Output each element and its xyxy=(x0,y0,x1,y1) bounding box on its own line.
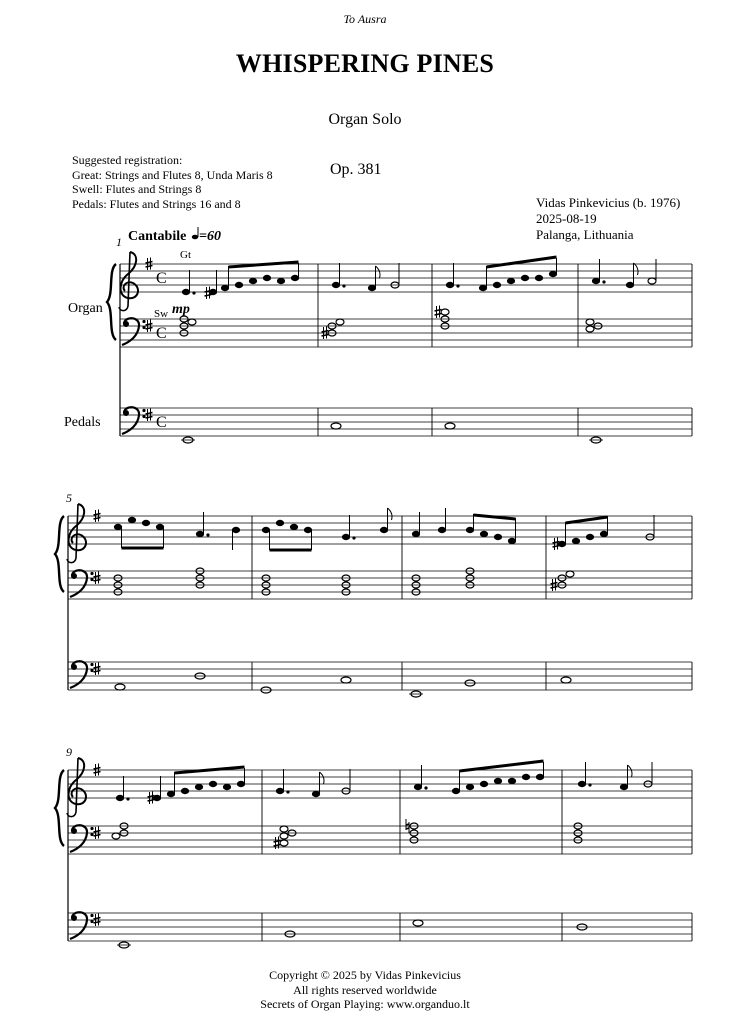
measure-number: 1 xyxy=(116,235,122,249)
registration-pedals: Pedals: Flutes and Strings 16 and 8 xyxy=(72,196,241,211)
pedal-staff xyxy=(120,408,692,436)
composition-place: Palanga, Lithuania xyxy=(536,227,634,242)
pedal-notes xyxy=(181,423,603,443)
website-line: Secrets of Organ Playing: www.organduo.lt xyxy=(260,997,470,1011)
bass-clef-icon xyxy=(70,661,94,688)
dedication: To Ausra xyxy=(343,12,387,26)
bass-clef-icon xyxy=(70,912,94,939)
bass-clef-icon xyxy=(122,407,146,434)
registration-heading: Suggested registration: xyxy=(72,153,183,167)
opus-number: Op. 381 xyxy=(330,161,382,178)
system-1 xyxy=(64,227,692,443)
manual-great-label: Gt xyxy=(180,249,191,261)
bass-clef-icon xyxy=(70,825,94,852)
registration-swell: Swell: Flutes and Strings 8 xyxy=(72,182,202,196)
time-signature: C xyxy=(156,270,167,287)
piece-title: WHISPERING PINES xyxy=(235,49,495,78)
time-signature: C xyxy=(156,414,167,431)
copyright-line: Copyright © 2025 by Vidas Pinkevicius xyxy=(269,968,461,982)
dynamic-marking: mp xyxy=(172,302,190,317)
registration-great: Great: Strings and Flutes 8, Unda Maris 8 xyxy=(72,167,273,182)
system-3 xyxy=(55,745,692,948)
tempo-marking: Cantabile xyxy=(128,229,187,244)
bass-clef-icon xyxy=(70,570,94,597)
manual-swell-label: Sw xyxy=(154,308,169,320)
rights-line: All rights reserved worldwide xyxy=(293,982,437,997)
bass-staff xyxy=(120,319,692,347)
tempo-value: =60 xyxy=(199,229,221,244)
treble-clef-icon xyxy=(67,504,86,563)
copyright-footer xyxy=(0,968,730,1012)
swell-chords xyxy=(180,309,602,336)
instrument-organ: Organ xyxy=(68,301,103,316)
melody-notes xyxy=(182,262,298,299)
bass-clef-icon xyxy=(122,318,146,345)
piece-subtitle: Organ Solo xyxy=(328,111,402,128)
system-2 xyxy=(55,491,692,697)
measure-number: 5 xyxy=(66,491,72,505)
composition-date: 2025-08-19 xyxy=(536,211,597,226)
instrument-pedals: Pedals xyxy=(64,415,101,430)
treble-clef-icon xyxy=(119,252,138,311)
treble-clef-icon xyxy=(67,758,86,817)
measure-number: 9 xyxy=(66,745,72,759)
time-signature: C xyxy=(156,325,167,342)
treble-staff xyxy=(120,264,692,292)
composer-name: Vidas Pinkevicius (b. 1976) xyxy=(536,195,681,210)
